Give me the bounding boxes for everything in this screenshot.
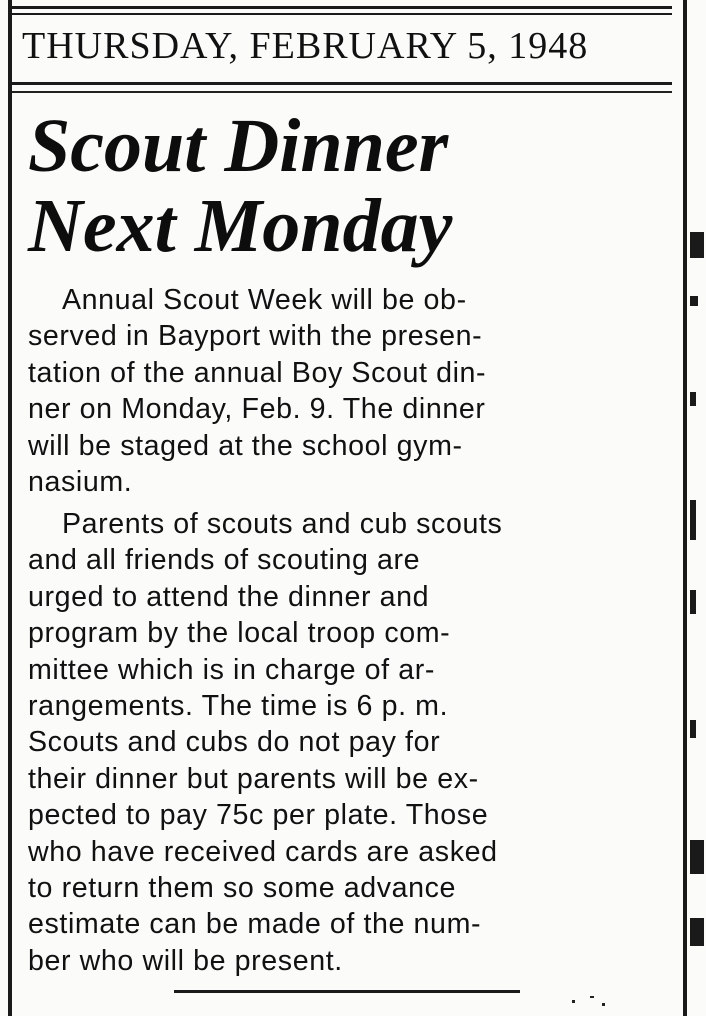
article-paragraph-2 bbox=[28, 506, 668, 979]
article-line: pected to pay 75c per plate. Those bbox=[28, 799, 489, 832]
column-divider-rule bbox=[683, 0, 687, 1016]
adjacent-column-fragment bbox=[690, 296, 698, 306]
dateline: THURSDAY, FEBRUARY 5, 1948 bbox=[22, 25, 589, 67]
top-rule-secondary bbox=[12, 13, 672, 15]
article-line: to return them so some advance bbox=[28, 872, 457, 905]
article-line: estimate can be made of the num- bbox=[28, 908, 482, 941]
adjacent-column-fragment bbox=[690, 232, 704, 258]
headline-line-2: Next Monday bbox=[28, 184, 453, 268]
adjacent-column-fragment bbox=[690, 590, 696, 614]
article-line: served in Bayport with the presen- bbox=[28, 320, 483, 353]
adjacent-column-fragment bbox=[690, 918, 704, 946]
dateline-rule bbox=[12, 82, 672, 85]
article-line: rangements. The time is 6 p. m. bbox=[28, 690, 449, 723]
article-line: will be staged at the school gym- bbox=[28, 429, 463, 462]
article-line: Parents of scouts and cub scouts bbox=[62, 508, 503, 540]
article-line: tation of the annual Boy Scout din- bbox=[28, 356, 487, 389]
article-line: and all friends of scouting are bbox=[28, 544, 421, 577]
top-rule bbox=[12, 6, 672, 9]
headline-line-1: Scout Dinner bbox=[28, 104, 449, 188]
article-line: nasium. bbox=[28, 466, 133, 499]
print-speck bbox=[590, 996, 594, 998]
adjacent-column-fragment bbox=[690, 720, 696, 738]
article-line: program by the local troop com- bbox=[28, 617, 451, 650]
adjacent-column-fragment bbox=[690, 392, 696, 406]
adjacent-column-fragment bbox=[690, 500, 696, 540]
dateline-rule-secondary bbox=[12, 91, 672, 93]
article-line: who have received cards are asked bbox=[28, 835, 498, 868]
article-line: Annual Scout Week will be ob- bbox=[62, 284, 467, 316]
left-border-rule bbox=[8, 0, 12, 1016]
article-line: their dinner but parents will be ex- bbox=[28, 762, 479, 795]
article-paragraph-1 bbox=[28, 282, 668, 500]
article-line: Scouts and cubs do not pay for bbox=[28, 726, 441, 759]
article-end-rule bbox=[174, 990, 520, 993]
article-line: urged to attend the dinner and bbox=[28, 580, 430, 613]
adjacent-column-fragment bbox=[690, 840, 704, 874]
article-line: ner on Monday, Feb. 9. The dinner bbox=[28, 393, 486, 426]
article-line: ber who will be present. bbox=[28, 944, 343, 977]
print-speck bbox=[602, 1003, 605, 1006]
print-speck bbox=[572, 1000, 575, 1003]
article-line: mittee which is in charge of ar- bbox=[28, 653, 435, 686]
